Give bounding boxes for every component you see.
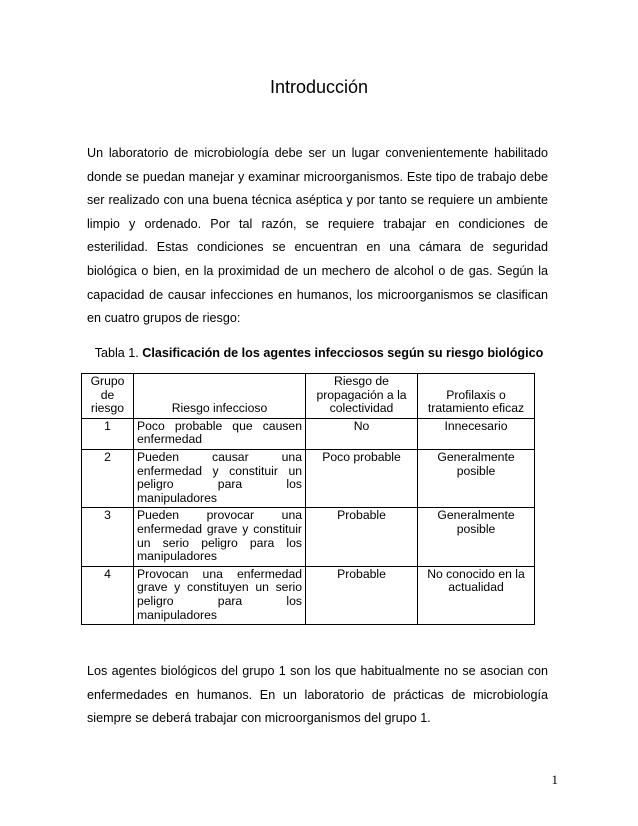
table-caption-text: Clasificación de los agentes infecciosos según su riesgo biológico [142, 346, 544, 360]
table-header-row [82, 374, 535, 419]
page-title: Introducción [269, 77, 369, 97]
cell-propagation-risk: Probable [306, 508, 418, 566]
cell-infectious-risk: Pueden provocar una enfermedad grave y constituir un serio peligro para los manipuladores [134, 508, 306, 566]
table-row [82, 508, 535, 566]
table-caption [0, 345, 638, 361]
cell-infectious-risk: Pueden causar una enfermedad y constituir un peligro para los manipuladores [134, 449, 306, 507]
header-prophylaxis: Profilaxis o tratamiento eficaz [418, 374, 535, 419]
cell-prophylaxis: Generalmente posible [418, 449, 535, 507]
page-number: 1 [551, 772, 558, 787]
cell-group: 4 [82, 566, 134, 624]
cell-prophylaxis: Innecesario [418, 418, 535, 449]
table-caption-prefix: Tabla 1. [94, 346, 139, 360]
header-propagation-risk: Riesgo de propagación a la colectividad [306, 374, 418, 419]
table-row [82, 566, 535, 624]
cell-propagation-risk: No [306, 418, 418, 449]
intro-paragraph: Un laboratorio de microbiología debe ser un lugar convenientemente habilitado donde se puedan manejar y examinar microorganismos. Este tipo de trabajo debe ser realizado con una buena técnica aséptica y por tanto se requiere un ambiente limpio y ordenado. Por tal razón, se requiere trabajar en condiciones de esterilidad. Estas condiciones se encuentran en una cámara de seguridad biológica o bien, en la proximidad de un mechero de alcohol o de gas. Según la capacidad de causar infecciones en humanos, los microorganismos se clasifican en cuatro grupos de riesgo: [87, 146, 548, 326]
cell-propagation-risk: Probable [306, 566, 418, 624]
cell-infectious-risk: Provocan una enfermedad grave y constituyen un serio peligro para los manipuladores [134, 566, 306, 624]
header-group: Grupo de riesgo [82, 374, 134, 419]
table-row [82, 449, 535, 507]
header-infectious-risk: Riesgo infeccioso [134, 374, 306, 419]
table-row [82, 418, 535, 449]
cell-propagation-risk: Poco probable [306, 449, 418, 507]
closing-paragraph: Los agentes biológicos del grupo 1 son los que habitualmente no se asocian con enfermedades en humanos. En un laboratorio de prácticas de microbiología siempre se deberá trabajar con microorganismos del grupo 1. [87, 664, 548, 726]
cell-group: 3 [82, 508, 134, 566]
cell-prophylaxis: No conocido en la actualidad [418, 566, 535, 624]
cell-infectious-risk: Poco probable que causen enfermedad [134, 418, 306, 449]
cell-prophylaxis: Generalmente posible [418, 508, 535, 566]
cell-group: 2 [82, 449, 134, 507]
cell-group: 1 [82, 418, 134, 449]
risk-classification-table [81, 373, 535, 625]
